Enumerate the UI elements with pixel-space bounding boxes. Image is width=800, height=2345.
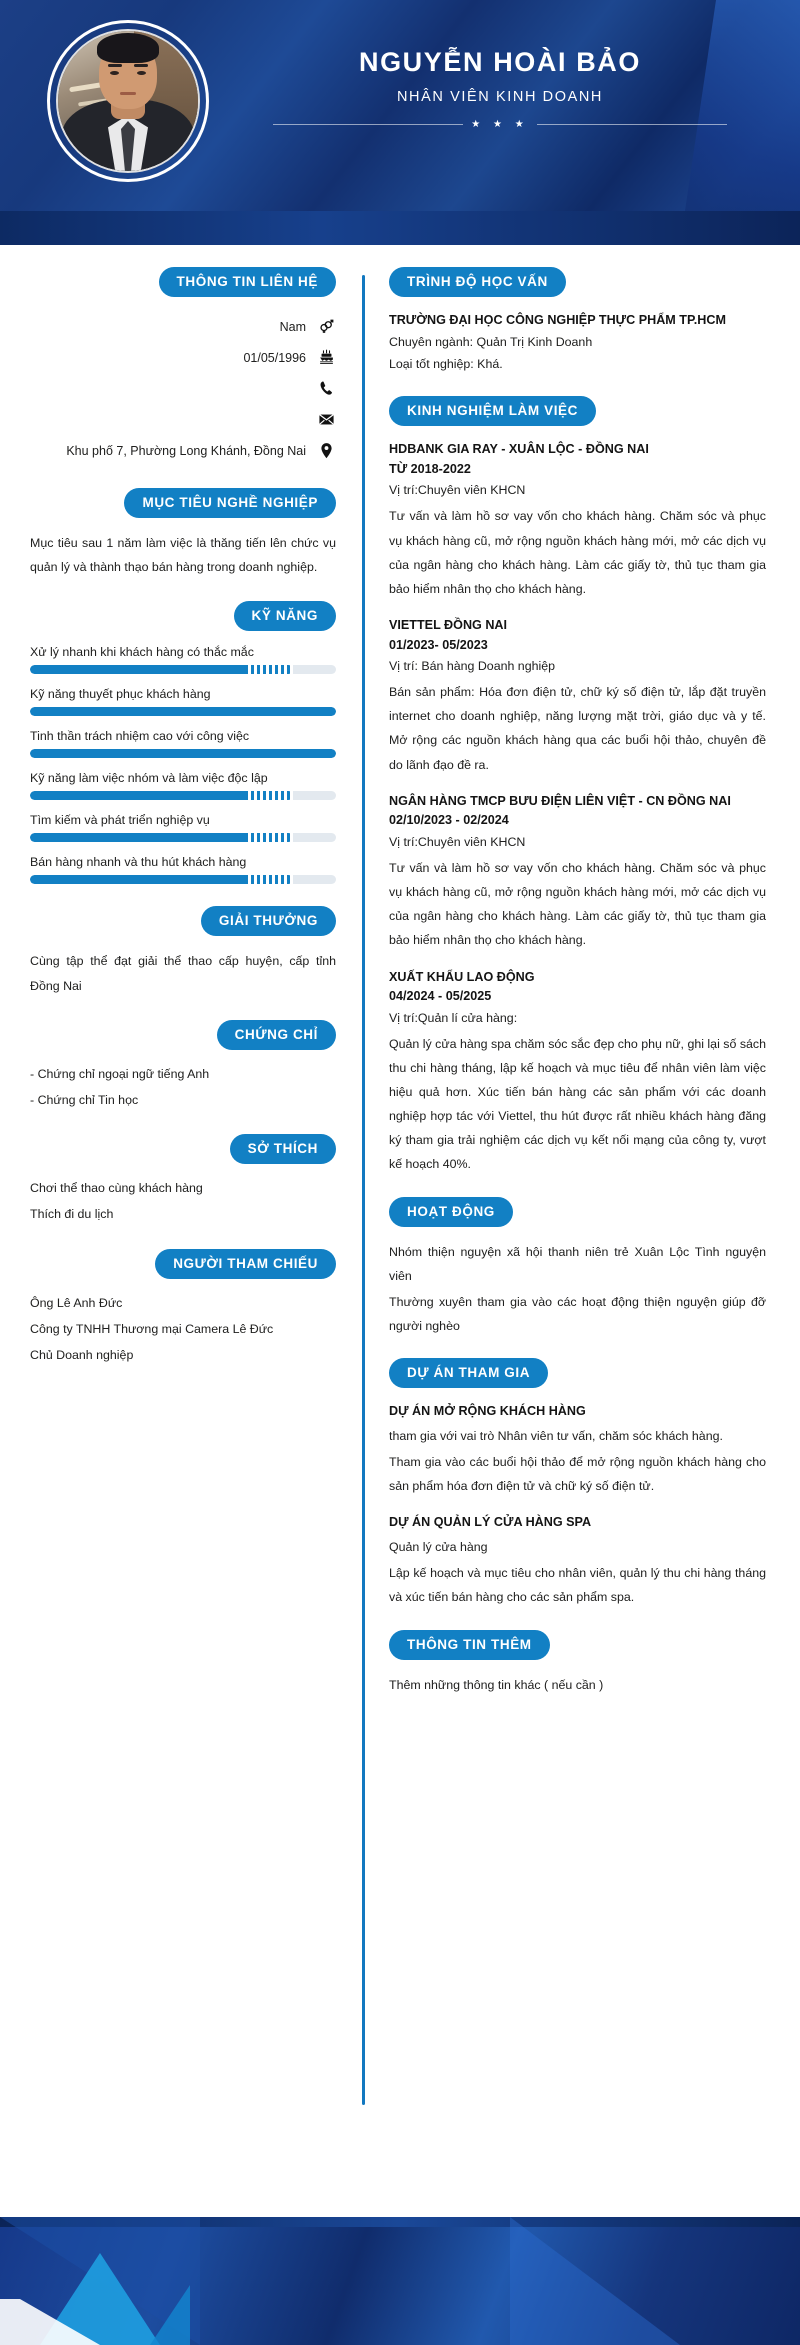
- reference-item: Công ty TNHH Thương mại Camera Lê Đức: [30, 1321, 274, 1336]
- skill-progress-ticks: [248, 875, 293, 884]
- skill-progress-ticks: [248, 665, 293, 674]
- additional-text: Thêm những thông tin khác ( nếu cần ): [389, 1677, 604, 1692]
- experience-description: Bán sản phẩm: Hóa đơn điện tử, chữ ký số điện tử, lắp đặt truyền internet cho doanh nghiệp, năng lượng mặt trời, giáo dục và y tế. Mở rộng các nguồn khách hàng qua các buổi hội thảo, chuyên đề do lãnh đạo đề ra.: [389, 685, 766, 772]
- certificates-list: [30, 1062, 336, 1112]
- stars-icon: ★ ★ ★: [471, 119, 529, 131]
- references-list: [30, 1291, 336, 1368]
- section-certificates: [30, 1020, 336, 1112]
- experience-period: 01/2023- 05/2023: [389, 637, 488, 652]
- section-education: [389, 267, 766, 376]
- section-title-projects: DỰ ÁN THAM GIA: [389, 1358, 548, 1388]
- experience-period: 04/2024 - 05/2025: [389, 989, 492, 1004]
- project-item: [389, 1513, 766, 1609]
- skill-progress-bar: [30, 791, 336, 800]
- skill-item: [30, 729, 336, 758]
- header-bottom-strip: [0, 211, 800, 245]
- section-additional: [389, 1630, 766, 1697]
- cv-body: [0, 245, 800, 2145]
- contact-value-gender: Nam: [279, 319, 306, 334]
- star-divider: [240, 119, 760, 130]
- hobby-item: Chơi thể thao cùng khách hàng: [30, 1181, 203, 1196]
- project-paragraph: Quản lý cửa hàng: [389, 1539, 488, 1554]
- experience-description: Quản lý cửa hàng spa chăm sóc sắc đẹp cho phụ nữ, ghi lại số sách thu chi hàng tháng, lập kế hoạch và mục tiêu để nhân viên làm việc hiệu quả hơn. Xúc tiến bán hàng các sản phẩm với các doanh nghiệp hợp tác với Viettel, thu hút được rất nhiều khách hàng đăng ký tham gia trải nghiệm các dịch vụ kết nối mạng của công ty, vượt kế hoạch 40%.: [389, 1036, 766, 1172]
- email-icon: [317, 410, 336, 429]
- projects-list: [389, 1402, 766, 1609]
- footer-shape-b: [510, 2217, 680, 2345]
- section-experience: [389, 396, 766, 1176]
- awards-text: Cùng tập thể đạt giải thể thao cấp huyện, cấp tỉnh Đồng Nai: [30, 954, 336, 993]
- education-grade: Loại tốt nghiệp: Khá.: [389, 357, 503, 372]
- section-title-awards: GIẢI THƯỞNG: [201, 906, 336, 936]
- contact-row-email[interactable]: [30, 404, 336, 435]
- contact-value-birthday: 01/05/1996: [243, 350, 306, 365]
- section-objective: [30, 488, 336, 579]
- experience-period: TỪ 2018-2022: [389, 461, 471, 476]
- skill-item: [30, 813, 336, 842]
- experience-list: [389, 440, 766, 1176]
- skill-item: [30, 645, 336, 674]
- contact-row-gender: [30, 311, 336, 342]
- section-contact: [30, 267, 336, 466]
- experience-org: HDBANK GIA RAY - XUÂN LỘC - ĐỒNG NAI: [389, 442, 649, 457]
- skill-item: [30, 855, 336, 884]
- gender-icon: [317, 317, 336, 336]
- experience-position: Vị trí:Chuyên viên KHCN: [389, 834, 526, 849]
- section-title-additional: THÔNG TIN THÊM: [389, 1630, 550, 1660]
- experience-period: 02/10/2023 - 02/2024: [389, 813, 509, 828]
- certificate-item: - Chứng chỉ ngoại ngữ tiếng Anh: [30, 1066, 210, 1081]
- skill-progress-bar: [30, 833, 336, 842]
- skill-item: [30, 771, 336, 800]
- skill-progress-bar: [30, 875, 336, 884]
- reference-item: Chủ Doanh nghiệp: [30, 1347, 134, 1362]
- project-name: DỰ ÁN MỞ RỘNG KHÁCH HÀNG: [389, 1404, 586, 1419]
- project-name: DỰ ÁN QUẢN LÝ CỬA HÀNG SPA: [389, 1515, 592, 1530]
- activity-paragraph: Nhóm thiện nguyện xã hội thanh niên trẻ Xuân Lộc Tình nguyện viên: [389, 1244, 766, 1283]
- skill-progress-bar: [30, 749, 336, 758]
- activity-paragraph: Thường xuyên tham gia vào các hoạt động thiện nguyện giúp đỡ người nghèo: [389, 1295, 766, 1334]
- skill-label: Xử lý nhanh khi khách hàng có thắc mắc: [30, 645, 254, 660]
- page-title: NGUYỄN HOÀI BẢO: [358, 47, 642, 77]
- section-skills: [30, 601, 336, 884]
- reference-item: Ông Lê Anh Đức: [30, 1295, 123, 1310]
- footer-shape-cyan-small: [150, 2285, 190, 2345]
- section-title-objective: MỤC TIÊU NGHỀ NGHIỆP: [124, 488, 336, 518]
- experience-org: VIETTEL ĐỒNG NAI: [389, 618, 508, 633]
- footer-shape-white: [0, 2299, 100, 2345]
- skill-label: Tinh thần trách nhiệm cao với công việc: [30, 729, 250, 744]
- section-title-hobbies: SỞ THÍCH: [230, 1134, 336, 1164]
- skill-progress-ticks: [248, 833, 293, 842]
- education-major: Chuyên ngành: Quản Trị Kinh Doanh: [389, 334, 593, 349]
- certificate-item: - Chứng chỉ Tin học: [30, 1092, 139, 1107]
- phone-icon: [317, 379, 336, 398]
- experience-position: Vị trí:Chuyên viên KHCN: [389, 483, 526, 498]
- experience-item: [389, 616, 766, 777]
- section-title-skills: KỸ NĂNG: [234, 601, 336, 631]
- right-column: [365, 267, 800, 2145]
- name-block: [240, 46, 760, 130]
- objective-text: Mục tiêu sau 1 năm làm việc là thăng tiến lên chức vụ quản lý và thành thạo bán hàng trong doanh nghiệp.: [30, 536, 336, 575]
- hobby-item: Thích đi du lịch: [30, 1207, 114, 1222]
- divider-line-left: [273, 124, 463, 125]
- job-title: NHÂN VIÊN KINH DOANH: [396, 89, 604, 106]
- project-paragraph: Tham gia vào các buổi hội thảo để mở rộng nguồn khách hàng cho sản phẩm hóa đơn điện tử và chữ ký số điện tử.: [389, 1455, 766, 1494]
- skill-label: Kỹ năng thuyết phục khách hàng: [30, 687, 211, 702]
- birthday-cake-icon: [317, 348, 336, 367]
- experience-item: [389, 440, 766, 601]
- skill-label: Tìm kiếm và phát triển nghiệp vụ: [30, 813, 210, 828]
- section-title-education: TRÌNH ĐỘ HỌC VẤN: [389, 267, 566, 297]
- contact-value-address: Khu phố 7, Phường Long Khánh, Đồng Nai: [66, 443, 306, 458]
- contact-row-birthday: [30, 342, 336, 373]
- contact-row-phone[interactable]: [30, 373, 336, 404]
- section-projects: [389, 1358, 766, 1609]
- experience-position: Vị trí: Bán hàng Doanh nghiệp: [389, 659, 556, 674]
- skill-label: Kỹ năng làm việc nhóm và làm việc độc lập: [30, 771, 268, 786]
- project-item: [389, 1402, 766, 1498]
- cv-footer: [0, 2217, 800, 2345]
- skill-progress-bar: [30, 707, 336, 716]
- section-references: [30, 1249, 336, 1368]
- cv-header: [0, 0, 800, 245]
- contact-row-address: [30, 435, 336, 466]
- hobbies-list: [30, 1176, 336, 1226]
- section-title-experience: KINH NGHIỆM LÀM VIỆC: [389, 396, 596, 426]
- experience-description: Tư vấn và làm hồ sơ vay vốn cho khách hàng. Chăm sóc và phục vụ khách hàng cũ, mở rộng nguồn khách hàng mới, mở các dịch vụ của ngân hàng cho khách hàng. Làm các giấy tờ, thủ tục tham gia bảo hiểm nhân thọ cho khách hàng.: [389, 509, 766, 596]
- experience-position: Vị trí:Quản lí cửa hàng:: [389, 1010, 518, 1025]
- section-title-references: NGƯỜI THAM CHIẾU: [155, 1249, 336, 1279]
- skill-progress-fill: [30, 707, 336, 716]
- section-title-activities: HOẠT ĐỘNG: [389, 1197, 513, 1227]
- experience-item: [389, 968, 766, 1177]
- section-title-contact: THÔNG TIN LIÊN HỆ: [159, 267, 336, 297]
- skill-progress-fill: [30, 749, 336, 758]
- project-paragraph: Lập kế hoạch và mục tiêu cho nhân viên, quản lý thu chi hàng tháng và xúc tiến bán hàng cho các sản phẩm spa.: [389, 1566, 766, 1605]
- location-pin-icon: [317, 441, 336, 460]
- divider-line-right: [537, 124, 727, 125]
- skill-progress-ticks: [248, 791, 293, 800]
- section-title-certificates: CHỨNG CHỈ: [217, 1020, 336, 1050]
- experience-org: NGÂN HÀNG TMCP BƯU ĐIỆN LIÊN VIỆT - CN ĐỒNG NAI: [389, 793, 731, 808]
- avatar-ring: [56, 29, 200, 173]
- project-paragraph: tham gia với vai trò Nhân viên tư vấn, chăm sóc khách hàng.: [389, 1428, 723, 1443]
- section-awards: [30, 906, 336, 997]
- skill-item: [30, 687, 336, 716]
- experience-org: XUẤT KHẨU LAO ĐỘNG: [389, 969, 535, 984]
- skill-label: Bán hàng nhanh và thu hút khách hàng: [30, 855, 247, 870]
- contact-list: [30, 311, 336, 466]
- section-hobbies: [30, 1134, 336, 1226]
- section-activities: [389, 1197, 766, 1339]
- experience-description: Tư vấn và làm hồ sơ vay vốn cho khách hàng. Chăm sóc và phục vụ khách hàng cũ, mở rộng nguồn khách hàng mới, mở các dịch vụ của ngân hàng cho khách hàng. Làm các giấy tờ, thủ tục tham gia bảo hiểm nhân thọ cho khách hàng.: [389, 860, 766, 948]
- skills-list: [30, 645, 336, 884]
- skill-progress-bar: [30, 665, 336, 674]
- education-school: TRƯỜNG ĐẠI HỌC CÔNG NGHIỆP THỰC PHẨM TP.HCM: [389, 313, 726, 327]
- left-column: [0, 267, 362, 2145]
- experience-item: [389, 792, 766, 953]
- avatar: [47, 20, 209, 182]
